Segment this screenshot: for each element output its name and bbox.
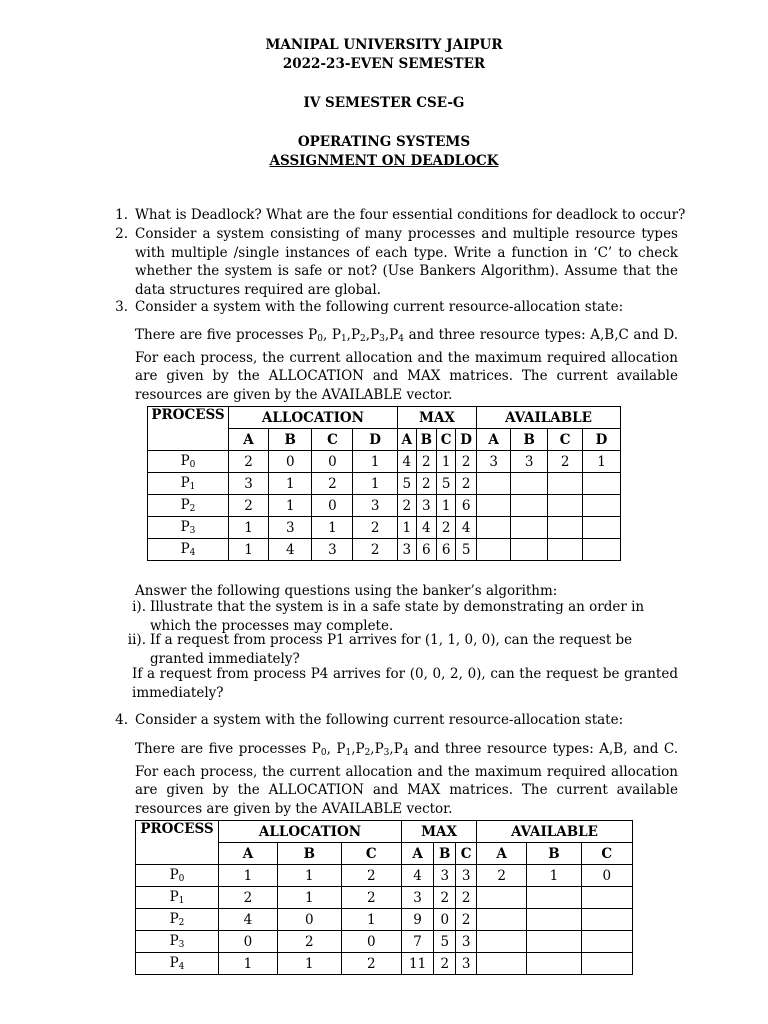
- process-cell: [148, 495, 229, 517]
- alloc-cell: 2: [229, 451, 269, 473]
- avail-cell: [548, 495, 583, 517]
- alloc-cell: 1: [353, 451, 397, 473]
- q1-text: What is Deadlock? What are the four essential conditions for deadlock to occur?: [135, 207, 686, 223]
- q4-para-end: and three resource types: A,B, and C. For each process, the current allocation and the maximum required allocation are given by the ALLOCATION and MAX matrices. The current available resources are given by the AVAILABLE vector.: [135, 741, 679, 817]
- avail-cell: [477, 931, 527, 953]
- process-cell: [148, 517, 229, 539]
- process-name: P: [169, 933, 179, 949]
- alloc-cell: 2: [229, 495, 269, 517]
- avail-cell: [527, 931, 581, 953]
- alloc-cell: 3: [353, 495, 397, 517]
- process-name: P: [180, 519, 190, 535]
- avail-cell: [581, 931, 632, 953]
- q3-header-process: PROCESS: [148, 407, 229, 451]
- q3-header-available: AVAILABLE: [477, 407, 621, 429]
- process-cell: [136, 887, 219, 909]
- q4-header-allocation: ALLOCATION: [219, 821, 402, 843]
- avail-cell: [548, 517, 583, 539]
- q3-header-allocation: ALLOCATION: [229, 407, 398, 429]
- q3-col-a: A: [397, 429, 416, 451]
- q4-header-available: AVAILABLE: [477, 821, 633, 843]
- avail-cell: 3: [477, 451, 511, 473]
- max-cell: 0: [434, 909, 456, 931]
- max-cell: 5: [397, 473, 416, 495]
- q3-sub-i: Illustrate that the system is in a safe state by demonstrating an order in which the processes may complete.: [150, 599, 645, 634]
- q3-allocation-table: [147, 406, 621, 561]
- q3-col-c: C: [312, 429, 353, 451]
- max-cell: 2: [456, 451, 477, 473]
- alloc-cell: 3: [229, 473, 269, 495]
- alloc-cell: 1: [229, 517, 269, 539]
- process-cell: [136, 953, 219, 975]
- process-cell: [148, 451, 229, 473]
- max-cell: 2: [456, 473, 477, 495]
- avail-cell: [548, 473, 583, 495]
- alloc-cell: 3: [269, 517, 312, 539]
- process-name: P: [180, 453, 190, 469]
- avail-cell: [527, 887, 581, 909]
- q4-col-a: A: [219, 843, 278, 865]
- q4-col-b: B: [277, 843, 341, 865]
- q3-sub-iii: If a request from process P4 arrives for (0, 0, 2, 0), can the request be granted immediately?: [132, 666, 678, 701]
- table-row: [136, 953, 633, 975]
- process-name: P: [169, 911, 179, 927]
- avail-cell: 3: [511, 451, 548, 473]
- max-cell: 7: [401, 931, 433, 953]
- max-cell: 3: [397, 539, 416, 561]
- avail-cell: [581, 887, 632, 909]
- q3-sub-i-number: i).: [132, 599, 146, 615]
- avail-cell: [527, 953, 581, 975]
- process-name: P: [180, 541, 190, 557]
- alloc-cell: 0: [269, 451, 312, 473]
- avail-cell: [581, 909, 632, 931]
- avail-cell: [548, 539, 583, 561]
- avail-cell: [511, 473, 548, 495]
- max-cell: 4: [397, 451, 416, 473]
- max-cell: 2: [416, 451, 436, 473]
- table-row: [148, 539, 621, 561]
- process-index: 2: [189, 504, 196, 514]
- alloc-cell: 3: [312, 539, 353, 561]
- alloc-cell: 0: [312, 451, 353, 473]
- process-index: 0: [189, 460, 196, 470]
- q2-number: 2.: [115, 226, 128, 242]
- max-cell: 2: [437, 517, 456, 539]
- max-cell: 5: [456, 539, 477, 561]
- max-cell: 2: [416, 473, 436, 495]
- max-cell: 3: [456, 931, 477, 953]
- q3-header-max: MAX: [397, 407, 476, 429]
- q1-number: 1.: [115, 207, 128, 223]
- alloc-cell: 0: [219, 931, 278, 953]
- max-cell: 4: [401, 865, 433, 887]
- avail-cell: [511, 517, 548, 539]
- alloc-cell: 2: [312, 473, 353, 495]
- process-index: 0: [178, 874, 185, 884]
- q3-col-c: C: [437, 429, 456, 451]
- max-cell: 1: [437, 495, 456, 517]
- alloc-cell: 1: [219, 865, 278, 887]
- avail-cell: 2: [548, 451, 583, 473]
- max-cell: 2: [434, 953, 456, 975]
- q3-paragraph: There are five processes $P_0$, $P_1,P_2,P_3,P_4$ and three resource types: A,B,C and D. For each process, the current allocation and the maximum required allocation are given by the ALLOCATION and MAX matrices. The current available resources are given by the AVAILABLE vector.: [135, 327, 679, 403]
- process-name: P: [180, 475, 190, 491]
- process-cell: [148, 539, 229, 561]
- q3-col-b: B: [416, 429, 436, 451]
- avail-cell: [477, 953, 527, 975]
- q3-col-c: C: [548, 429, 583, 451]
- q3-col-d: D: [456, 429, 477, 451]
- assignment-title-text: ASSIGNMENT ON DEADLOCK: [269, 153, 499, 169]
- q4-col-c: C: [581, 843, 632, 865]
- process-name: P: [169, 867, 179, 883]
- assignment-title: [0, 153, 768, 169]
- q3-para-end: and three resource types: A,B,C and D. For each process, the current allocation and the maximum required allocation are given by the ALLOCATION and MAX matrices. The current available resources are given by the AVAILABLE vector.: [135, 327, 679, 403]
- avail-cell: 0: [581, 865, 632, 887]
- max-cell: 3: [456, 953, 477, 975]
- max-cell: 5: [437, 473, 456, 495]
- max-cell: 4: [416, 517, 436, 539]
- max-cell: 2: [434, 887, 456, 909]
- q4-header-max: MAX: [401, 821, 476, 843]
- avail-cell: [583, 473, 621, 495]
- alloc-cell: 4: [269, 539, 312, 561]
- q4-paragraph: There are five processes $P_0$, $P_1,P_2,P_3,P_4$ and three resource types: A,B, and C. For each process, the current allocation and the maximum required allocation are given by the ALLOCATION and MAX matrices. The current available resources are given by the AVAILABLE vector.: [135, 741, 679, 817]
- table-row: [148, 473, 621, 495]
- alloc-cell: 1: [341, 909, 401, 931]
- alloc-cell: 1: [277, 887, 341, 909]
- process-index: 4: [178, 962, 185, 972]
- avail-cell: [583, 517, 621, 539]
- max-cell: 11: [401, 953, 433, 975]
- avail-cell: 1: [527, 865, 581, 887]
- alloc-cell: 1: [269, 473, 312, 495]
- max-cell: 2: [456, 909, 477, 931]
- alloc-cell: 4: [219, 909, 278, 931]
- process-index: 1: [178, 896, 185, 906]
- process-index: 3: [178, 940, 185, 950]
- q3-col-b: B: [269, 429, 312, 451]
- avail-cell: [583, 539, 621, 561]
- alloc-cell: 2: [219, 887, 278, 909]
- alloc-cell: 2: [277, 931, 341, 953]
- table-row: [136, 865, 633, 887]
- alloc-cell: 2: [353, 539, 397, 561]
- avail-cell: 1: [583, 451, 621, 473]
- process-cell: [136, 909, 219, 931]
- avail-cell: 2: [477, 865, 527, 887]
- table-row: [136, 909, 633, 931]
- q4-col-a: A: [477, 843, 527, 865]
- avail-cell: [477, 517, 511, 539]
- alloc-cell: 2: [341, 953, 401, 975]
- max-cell: 1: [437, 451, 456, 473]
- avail-cell: [581, 953, 632, 975]
- process-name: P: [180, 497, 190, 513]
- process-name: P: [169, 889, 179, 905]
- q4-para-start: There are five processes: [135, 741, 307, 757]
- process-index: 3: [189, 526, 196, 536]
- table-row: [136, 887, 633, 909]
- semester-title: 2022-23-EVEN SEMESTER: [282, 56, 486, 72]
- alloc-cell: 1: [353, 473, 397, 495]
- avail-cell: [527, 909, 581, 931]
- alloc-cell: 1: [277, 865, 341, 887]
- alloc-cell: 1: [312, 517, 353, 539]
- avail-cell: [477, 495, 511, 517]
- alloc-cell: 1: [219, 953, 278, 975]
- q4-col-b: B: [434, 843, 456, 865]
- max-cell: 3: [401, 887, 433, 909]
- alloc-cell: 2: [341, 887, 401, 909]
- alloc-cell: 1: [269, 495, 312, 517]
- avail-cell: [477, 473, 511, 495]
- class-title: IV SEMESTER CSE-G: [303, 95, 465, 111]
- alloc-cell: 2: [353, 517, 397, 539]
- process-index: 4: [189, 548, 196, 558]
- max-cell: 2: [456, 887, 477, 909]
- max-cell: 3: [416, 495, 436, 517]
- process-cell: [136, 931, 219, 953]
- table-row: [148, 495, 621, 517]
- q3-col-a: A: [229, 429, 269, 451]
- q4-number: 4.: [115, 712, 128, 728]
- q4-col-c: C: [341, 843, 401, 865]
- alloc-cell: 1: [277, 953, 341, 975]
- q2-text: Consider a system consisting of many processes and multiple resource types with multiple /single instances of each type. Write a function in ‘C’ to check whether the system is safe or not? (Use Bankers Algorithm). Assume that the data structures required are global.: [135, 226, 678, 298]
- process-cell: [136, 865, 219, 887]
- q3-number: 3.: [115, 299, 128, 315]
- max-cell: 9: [401, 909, 433, 931]
- q3-sub-ii-number: ii).: [127, 632, 146, 648]
- max-cell: 3: [456, 865, 477, 887]
- q3-col-d: D: [583, 429, 621, 451]
- q4-allocation-table: [135, 820, 633, 975]
- q3-sub-ii: If a request from process P1 arrives for (1, 1, 0, 0), can the request be granted immediately?: [150, 632, 633, 667]
- avail-cell: [511, 539, 548, 561]
- max-cell: 6: [456, 495, 477, 517]
- avail-cell: [477, 909, 527, 931]
- q4-col-c: C: [456, 843, 477, 865]
- max-cell: 5: [434, 931, 456, 953]
- max-cell: 1: [397, 517, 416, 539]
- process-index: 2: [178, 918, 185, 928]
- alloc-cell: 0: [341, 931, 401, 953]
- table-row: [136, 931, 633, 953]
- alloc-cell: 0: [312, 495, 353, 517]
- table-row: [148, 517, 621, 539]
- table-row: [148, 451, 621, 473]
- q3-col-b: B: [511, 429, 548, 451]
- q3-para-start: There are five processes: [135, 327, 304, 343]
- q3-col-a: A: [477, 429, 511, 451]
- q3-text: Consider a system with the following current resource-allocation state:: [135, 299, 624, 315]
- max-cell: 6: [416, 539, 436, 561]
- q4-col-b: B: [527, 843, 581, 865]
- process-name: P: [169, 955, 179, 971]
- subject-title: OPERATING SYSTEMS: [297, 134, 471, 150]
- q4-col-a: A: [401, 843, 433, 865]
- q3-answer-intro: Answer the following questions using the banker’s algorithm:: [135, 583, 558, 599]
- avail-cell: [477, 887, 527, 909]
- avail-cell: [477, 539, 511, 561]
- max-cell: 2: [397, 495, 416, 517]
- max-cell: 6: [437, 539, 456, 561]
- q4-header-process: PROCESS: [136, 821, 219, 865]
- q4-text: Consider a system with the following current resource-allocation state:: [135, 712, 624, 728]
- alloc-cell: 0: [277, 909, 341, 931]
- max-cell: 3: [434, 865, 456, 887]
- alloc-cell: 2: [341, 865, 401, 887]
- avail-cell: [583, 495, 621, 517]
- university-title: MANIPAL UNIVERSITY JAIPUR: [265, 37, 503, 53]
- q3-col-d: D: [353, 429, 397, 451]
- alloc-cell: 1: [229, 539, 269, 561]
- max-cell: 4: [456, 517, 477, 539]
- process-cell: [148, 473, 229, 495]
- process-index: 1: [189, 482, 196, 492]
- avail-cell: [511, 495, 548, 517]
